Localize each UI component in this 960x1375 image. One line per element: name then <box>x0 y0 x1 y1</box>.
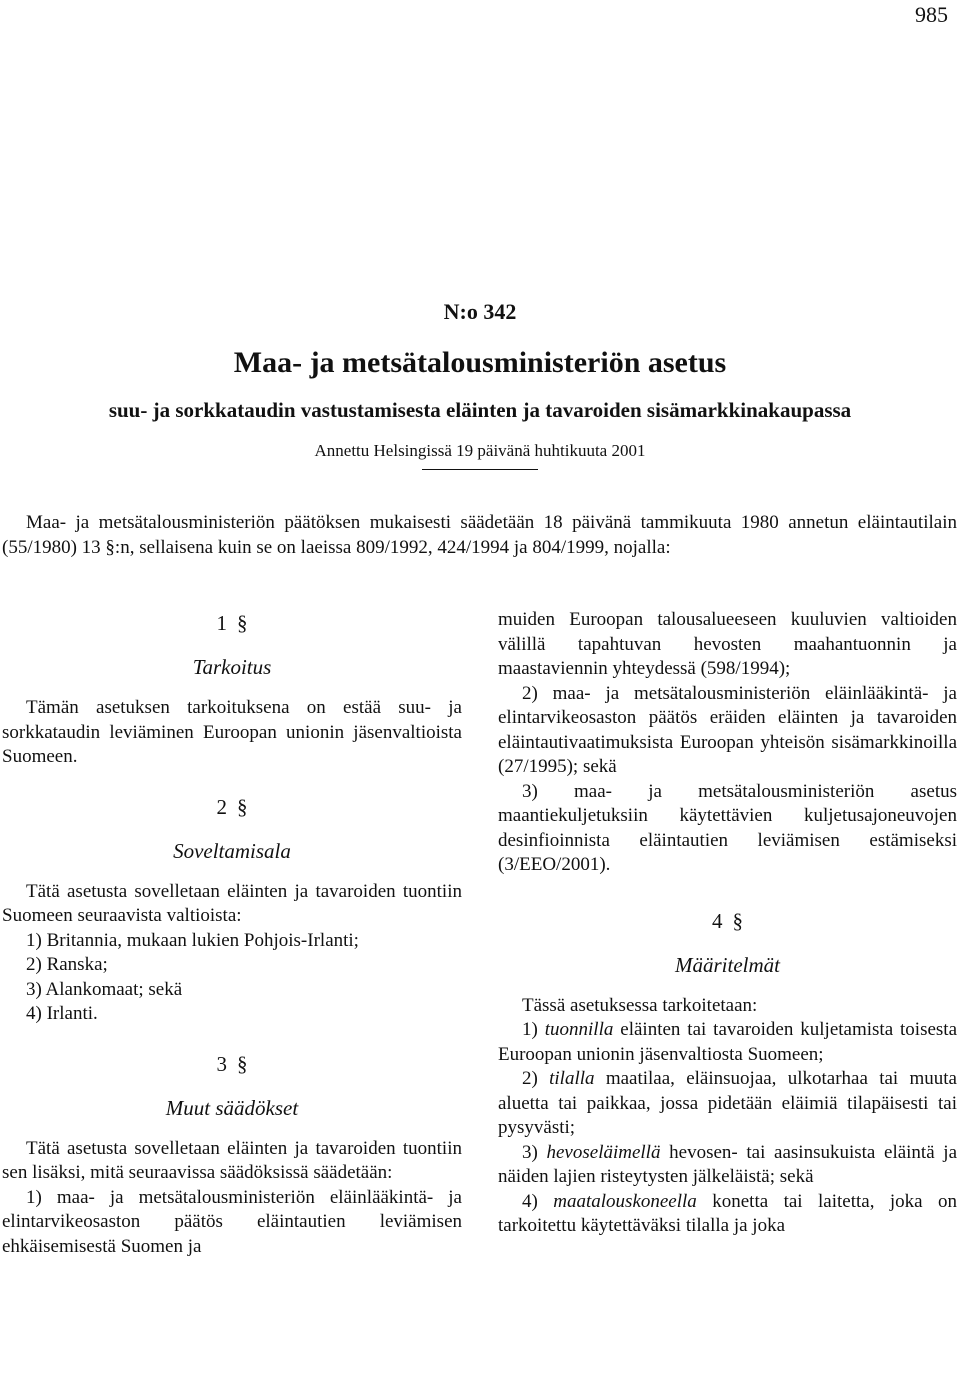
section-number-4: 4 § <box>712 908 743 933</box>
section-number-3: 3 § <box>216 1051 248 1076</box>
section-number-2: 2 § <box>216 794 248 819</box>
header-divider <box>422 469 538 470</box>
defined-term: tilalla <box>549 1068 595 1089</box>
section-2-item: 1) Britannia, mukaan lukien Pohjois-Irlanti; <box>26 929 359 951</box>
section-2-intro: Tätä asetusta sovelletaan eläinten ja tavaroiden tuontiin Suomeen seuraavista valtioista: <box>2 880 462 926</box>
section-heading-2: Soveltamisala <box>173 838 291 863</box>
section-2-item: 3) Alankomaat; sekä <box>26 978 183 1000</box>
left-column <box>2 608 462 1259</box>
defined-term: hevoseläimellä <box>546 1141 661 1163</box>
definition-item: 2) tilalla maatilaa, eläinsuojaa, ulkotarhaa tai muuta aluetta tai paikkaa, jossa pidetään eläimiä tilapäisesti tai pysyvästi; <box>498 1068 957 1138</box>
defined-term: tuonnilla <box>544 1019 614 1040</box>
document-header <box>0 295 960 470</box>
section-2-item: 2) Ranska; <box>26 954 108 975</box>
section-2-item: 4) Irlanti. <box>26 1003 98 1024</box>
section-3-item-2: 2) maa- ja metsätalousministeriön eläinlääkintä- ja elintarvikeosaston päätös eräiden eläinten ja tavaroiden eläintautivaatimuksista Euroopan yhteisön sisämarkkinoilla (27/1995); sekä <box>498 682 957 777</box>
section-number-1: 1 § <box>216 611 248 635</box>
definition-item: 1) tuonnilla eläinten tai tavaroiden kuljetamista toisesta Euroopan unionin jäsenvaltiosta Suomeen; <box>498 1019 958 1065</box>
section-4-intro: Tässä asetuksessa tarkoitetaan: <box>522 994 758 1016</box>
right-column <box>498 608 957 1239</box>
statute-subtitle: suu- ja sorkkataudin vastustamisesta eläinten ja tavaroiden sisämarkkinakaupassa <box>108 398 852 422</box>
defined-term: maatalouskoneella <box>553 1190 697 1212</box>
section-heading-4: Määritelmät <box>675 952 780 977</box>
definition-item: 4) maatalouskoneella konetta tai laitetta, joka on tarkoitettu käytettäväksi tilalla ja joka <box>498 1190 958 1236</box>
given-date: Annettu Helsingissä 19 päivänä huhtikuuta 2001 <box>314 441 646 460</box>
statute-number: N:o 342 <box>443 299 517 324</box>
section-3-item-1-continued: muiden Euroopan talousalueeseen kuuluvien valtioiden välillä tapahtuvan hevosten maahantuonnin ja maastaviennin yhteydessä (598/1994); <box>498 609 957 679</box>
section-3-item-3: 3) maa- ja metsätalousministeriön asetus maantiekuljetuksiin käytettävien kuljetusajoneuvojen desinfioinnista eläintautien leviämisen estämiseksi (3/EEO/2001). <box>498 780 957 875</box>
statute-title: Maa- ja metsätalousministeriön asetus <box>233 346 727 379</box>
section-3-intro: Tätä asetusta sovelletaan eläinten ja tavaroiden tuontiin sen lisäksi, mitä seuraavissa säädöksissä säädetään: <box>2 1137 462 1183</box>
definition-item: 3) hevoseläimellä hevosen- tai aasinsukuista eläintä ja näiden lajien risteytysten jälkeläistä; sekä <box>498 1141 958 1187</box>
section-heading-3: Muut säädökset <box>165 1095 299 1120</box>
section-1-text: Tämän asetuksen tarkoituksena on estää suu- ja sorkkataudin leviäminen Euroopan unionin jäsenvaltioista Suomeen. <box>2 697 462 767</box>
section-3-item-1-start: 1) maa- ja metsätalousministeriön eläinlääkintä- ja elintarvikeosaston päätös eläintautien leviämisen ehkäisemisestä Suomen ja <box>2 1186 462 1257</box>
page-number: 985 <box>915 2 948 27</box>
section-heading-1: Tarkoitus <box>192 655 272 679</box>
preamble: Maa- ja metsätalousministeriön päätöksen mukaisesti säädetään 18 päivänä tammikuuta 1980 annetun eläintautilain (55/1980) 13 §:n, sellaisena kuin se on laeissa 809/1992, 424/1994 ja 804/1999, nojalla: <box>2 512 957 558</box>
